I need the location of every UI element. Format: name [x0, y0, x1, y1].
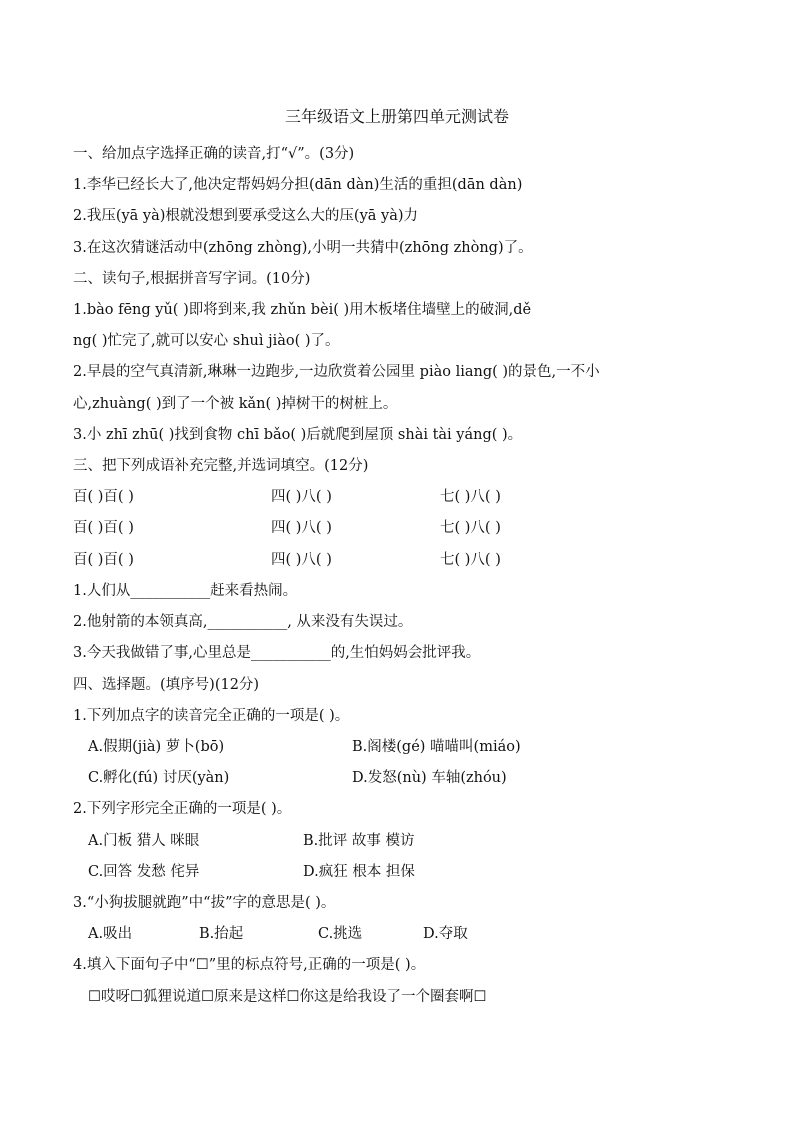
section-1-heading: 一、给加点字选择正确的读音,打“√”。(3分) — [73, 146, 355, 162]
section-4-heading: 四、选择题。(填序号)(12分) — [73, 677, 260, 693]
s4-q1-option-b: B.阁楼(gé) 喵喵叫(miáo) — [352, 739, 521, 755]
s4-q4-sentence: ☐哎呀☐狐狸说道☐原来是这样☐你这是给我设了一个圈套啊☐ — [88, 989, 487, 1005]
s1-question-1: 1.李华已经长大了,他决定帮妈妈分担(dān dàn)生活的重担(dān dàn) — [73, 177, 523, 193]
s4-q1-option-a: A.假期(jià) 萝卜(bō) — [88, 739, 225, 755]
idiom-cell: 七( )八( ) — [440, 520, 501, 536]
s4-q1-option-c: C.孵化(fú) 讨厌(yàn) — [88, 770, 230, 786]
idiom-cell: 七( )八( ) — [440, 489, 501, 505]
s3-question-1: 1.人们从___________赶来看热闹。 — [73, 583, 298, 599]
idiom-cell: 七( )八( ) — [440, 552, 501, 568]
idiom-cell: 百( )百( ) — [73, 552, 134, 568]
s3-question-3: 3.今天我做错了事,心里总是___________的,生怕妈妈会批评我。 — [73, 645, 481, 661]
s4-question-4: 4.填入下面句子中“☐”里的标点符号,正确的一项是( )。 — [73, 957, 426, 973]
s2-question-2-line-2: 心,zhuàng( )到了一个被 kǎn( )掉树干的树桩上。 — [73, 396, 398, 412]
idiom-cell: 百( )百( ) — [73, 489, 134, 505]
s1-question-2: 2.我压(yā yà)根就没想到要承受这么大的压(yā yà)力 — [73, 208, 419, 224]
s4-question-1: 1.下列加点字的读音完全正确的一项是( )。 — [73, 708, 350, 724]
idiom-cell: 四( )八( ) — [271, 552, 332, 568]
idiom-cell: 百( )百( ) — [73, 520, 134, 536]
s4-q1-option-d: D.发怒(nù) 车轴(zhóu) — [352, 770, 507, 786]
s2-question-2-line-1: 2.早晨的空气真清新,琳琳一边跑步,一边欣赏着公园里 piào liang( )的景色,一不小 — [73, 364, 600, 380]
s2-question-3: 3.小 zhī zhū( )找到食物 chī bǎo( )后就爬到屋顶 shài tài yáng( )。 — [73, 427, 523, 443]
s1-question-3: 3.在这次猜谜活动中(zhōng zhòng),小明一共猜中(zhōng zhòng)了。 — [73, 240, 533, 256]
s4-q3-option-a: A.吸出 — [88, 926, 133, 942]
idiom-cell: 四( )八( ) — [271, 489, 332, 505]
s4-q3-option-b: B.抬起 — [199, 926, 244, 942]
page-title: 三年级语文上册第四单元测试卷 — [284, 107, 509, 126]
s4-question-3: 3.“小狗拔腿就跑”中“拔”字的意思是( )。 — [73, 895, 336, 911]
s3-question-2: 2.他射箭的本领真高,___________, 从来没有失误过。 — [73, 614, 413, 630]
s4-question-2: 2.下列字形完全正确的一项是( )。 — [73, 801, 292, 817]
section-3-heading: 三、把下列成语补充完整,并选词填空。(12分) — [73, 458, 369, 474]
idiom-cell: 四( )八( ) — [271, 520, 332, 536]
s4-q3-option-d: D.夺取 — [423, 926, 468, 942]
s4-q2-option-d: D.疯狂 根本 担保 — [303, 864, 415, 880]
s4-q3-option-c: C.挑选 — [318, 926, 363, 942]
s4-q2-option-c: C.回答 发愁 侘异 — [88, 864, 200, 880]
section-2-heading: 二、读句子,根据拼音写字词。(10分) — [73, 271, 311, 287]
s2-question-1-line-2: ng( )忙完了,就可以安心 shuì jiào( )了。 — [73, 333, 340, 349]
s4-q2-option-a: A.门板 猎人 咪眼 — [88, 833, 200, 849]
s4-q2-option-b: B.批评 故事 模访 — [303, 833, 415, 849]
s2-question-1-line-1: 1.bào fēng yǔ( )即将到来,我 zhǔn bèi( )用木板堵住墙壁上的破洞,dě — [73, 302, 532, 318]
